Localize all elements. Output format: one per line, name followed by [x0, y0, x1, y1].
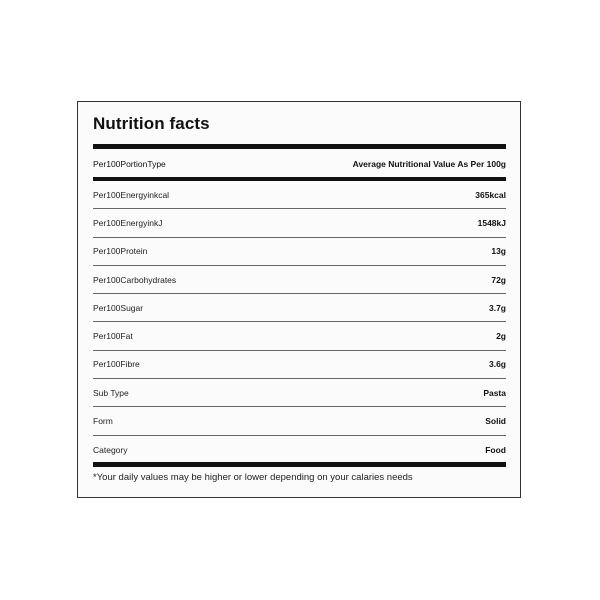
- row-value: Solid: [485, 416, 506, 427]
- row-value: Pasta: [483, 387, 506, 398]
- table-row: [93, 322, 506, 350]
- portion-type-value: Average Nutritional Value As Per 100g: [352, 159, 506, 169]
- table-row: [93, 294, 506, 322]
- nutrition-table: [93, 181, 506, 464]
- row-label: Per100Carbohydrates: [93, 274, 177, 285]
- row-label: Per100Fibre: [93, 359, 140, 370]
- row-value: 3.6g: [488, 359, 506, 370]
- row-label: Category: [93, 444, 128, 455]
- nutrition-facts-panel: [77, 101, 521, 498]
- row-label: Per100Protein: [93, 246, 148, 257]
- table-row: [93, 351, 506, 379]
- table-row: [93, 436, 506, 464]
- portion-type-label: Per100PortionType: [93, 159, 166, 169]
- row-value: Food: [485, 444, 506, 455]
- row-label: Sub Type: [93, 387, 129, 398]
- row-value: 72g: [491, 274, 506, 285]
- table-row: [93, 181, 506, 209]
- row-label: Per100EnergyinkJ: [93, 217, 163, 228]
- table-row: [93, 209, 506, 237]
- table-row: [93, 266, 506, 294]
- row-value: 13g: [491, 246, 506, 257]
- row-value: 365kcal: [475, 189, 506, 200]
- footnote: *Your daily values may be higher or lower depending on your calaries needs: [93, 472, 413, 483]
- row-value: 1548kJ: [477, 217, 506, 228]
- table-row: [93, 379, 506, 407]
- row-label: Form: [93, 416, 113, 427]
- row-label: Per100Energyinkcal: [93, 189, 170, 200]
- nutrition-title: Nutrition facts: [93, 114, 210, 133]
- portion-type-row: [93, 154, 506, 174]
- row-value: 3.7g: [488, 302, 506, 313]
- table-row: [93, 407, 506, 435]
- row-value: 2g: [496, 331, 506, 342]
- table-row: [93, 238, 506, 266]
- row-label: Per100Fat: [93, 331, 133, 342]
- bottom-divider: [93, 462, 506, 467]
- row-label: Per100Sugar: [93, 302, 144, 313]
- top-divider: [93, 144, 506, 149]
